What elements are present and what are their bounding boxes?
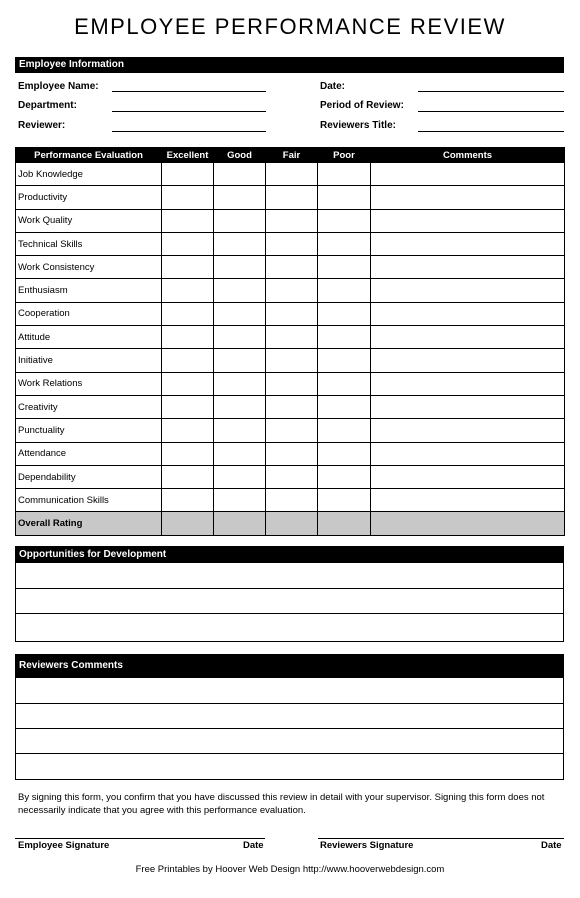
writing-line[interactable] bbox=[16, 728, 563, 753]
fair-cell[interactable] bbox=[266, 442, 318, 465]
department-field[interactable] bbox=[112, 111, 266, 112]
poor-cell[interactable] bbox=[318, 372, 371, 395]
writing-line[interactable] bbox=[16, 753, 563, 778]
fair-cell[interactable] bbox=[266, 256, 318, 279]
criterion-label: Productivity bbox=[16, 186, 162, 209]
employee-info-header: Employee Information bbox=[15, 57, 564, 73]
good-cell[interactable] bbox=[214, 372, 266, 395]
excellent-cell[interactable] bbox=[162, 512, 214, 535]
excellent-cell[interactable] bbox=[162, 279, 214, 302]
column-header: Comments bbox=[371, 148, 565, 163]
comments-cell[interactable] bbox=[371, 232, 565, 255]
employee-signature-label: Employee Signature bbox=[18, 840, 110, 851]
comments-cell[interactable] bbox=[371, 302, 565, 325]
page-title: EMPLOYEE PERFORMANCE REVIEW bbox=[74, 14, 506, 39]
criterion-label: Work Relations bbox=[16, 372, 162, 395]
table-row bbox=[16, 349, 565, 372]
reviewers-comments-header: Reviewers Comments bbox=[15, 654, 564, 678]
writing-line[interactable] bbox=[16, 588, 563, 613]
poor-cell[interactable] bbox=[318, 279, 371, 302]
poor-cell[interactable] bbox=[318, 419, 371, 442]
comments-cell[interactable] bbox=[371, 163, 565, 186]
excellent-cell[interactable] bbox=[162, 395, 214, 418]
table-row bbox=[16, 465, 565, 488]
table-row bbox=[16, 326, 565, 349]
poor-cell[interactable] bbox=[318, 442, 371, 465]
evaluation-table bbox=[15, 147, 565, 536]
fair-cell[interactable] bbox=[266, 186, 318, 209]
employee-name-field[interactable] bbox=[112, 91, 266, 92]
poor-cell[interactable] bbox=[318, 349, 371, 372]
fair-cell[interactable] bbox=[266, 326, 318, 349]
good-cell[interactable] bbox=[214, 186, 266, 209]
period-field[interactable] bbox=[418, 111, 564, 112]
criterion-label: Communication Skills bbox=[16, 489, 162, 512]
fair-cell[interactable] bbox=[266, 395, 318, 418]
signature-disclaimer: By signing this form, you confirm that you have discussed this review in detail with your supervisor. Signing this form does not necessarily indicate that you agree with this performance evaluation. bbox=[18, 792, 545, 816]
fair-cell[interactable] bbox=[266, 279, 318, 302]
fair-cell[interactable] bbox=[266, 232, 318, 255]
excellent-cell[interactable] bbox=[162, 163, 214, 186]
fair-cell[interactable] bbox=[266, 209, 318, 232]
comments-cell[interactable] bbox=[371, 512, 565, 535]
poor-cell[interactable] bbox=[318, 186, 371, 209]
good-cell[interactable] bbox=[214, 209, 266, 232]
table-row bbox=[16, 186, 565, 209]
table-row bbox=[16, 279, 565, 302]
excellent-cell[interactable] bbox=[162, 489, 214, 512]
criterion-label: Initiative bbox=[16, 349, 162, 372]
column-header: Performance Evaluation bbox=[16, 148, 162, 163]
writing-line[interactable] bbox=[16, 678, 563, 703]
employee-name-label: Employee Name: bbox=[18, 81, 99, 92]
criterion-label: Technical Skills bbox=[16, 232, 162, 255]
criterion-label: Cooperation bbox=[16, 302, 162, 325]
comments-cell[interactable] bbox=[371, 372, 565, 395]
excellent-cell[interactable] bbox=[162, 302, 214, 325]
criterion-label: Work Quality bbox=[16, 209, 162, 232]
table-row bbox=[16, 209, 565, 232]
employee-date-label: Date bbox=[243, 840, 264, 851]
reviewer-signature-label: Reviewers Signature bbox=[320, 840, 414, 851]
criterion-label: Job Knowledge bbox=[16, 163, 162, 186]
footer-credit: Free Printables by Hoover Web Design http://www.hooverwebdesign.com bbox=[135, 864, 445, 875]
good-cell[interactable] bbox=[214, 163, 266, 186]
poor-cell[interactable] bbox=[318, 326, 371, 349]
fair-cell[interactable] bbox=[266, 419, 318, 442]
column-header: Good bbox=[214, 148, 266, 163]
date-field[interactable] bbox=[418, 91, 564, 92]
excellent-cell[interactable] bbox=[162, 186, 214, 209]
reviewer-date-label: Date bbox=[541, 840, 562, 851]
table-row bbox=[16, 395, 565, 418]
excellent-cell[interactable] bbox=[162, 442, 214, 465]
criterion-label: Punctuality bbox=[16, 419, 162, 442]
comments-cell[interactable] bbox=[371, 465, 565, 488]
reviewer-signature-line[interactable] bbox=[318, 838, 564, 839]
poor-cell[interactable] bbox=[318, 163, 371, 186]
poor-cell[interactable] bbox=[318, 465, 371, 488]
criterion-label: Attitude bbox=[16, 326, 162, 349]
good-cell[interactable] bbox=[214, 326, 266, 349]
table-row bbox=[16, 232, 565, 255]
reviewers-comments-box[interactable] bbox=[15, 678, 564, 780]
excellent-cell[interactable] bbox=[162, 372, 214, 395]
writing-line[interactable] bbox=[16, 563, 563, 588]
fair-cell[interactable] bbox=[266, 489, 318, 512]
fair-cell[interactable] bbox=[266, 512, 318, 535]
table-row bbox=[16, 489, 565, 512]
good-cell[interactable] bbox=[214, 442, 266, 465]
comments-cell[interactable] bbox=[371, 395, 565, 418]
good-cell[interactable] bbox=[214, 512, 266, 535]
good-cell[interactable] bbox=[214, 232, 266, 255]
fair-cell[interactable] bbox=[266, 302, 318, 325]
table-row bbox=[16, 302, 565, 325]
comments-cell[interactable] bbox=[371, 442, 565, 465]
writing-line[interactable] bbox=[16, 703, 563, 728]
good-cell[interactable] bbox=[214, 489, 266, 512]
reviewer-label: Reviewer: bbox=[18, 120, 66, 131]
period-label: Period of Review: bbox=[320, 100, 404, 111]
comments-cell[interactable] bbox=[371, 279, 565, 302]
overall-rating-row bbox=[16, 512, 565, 535]
poor-cell[interactable] bbox=[318, 395, 371, 418]
criterion-label: Attendance bbox=[16, 442, 162, 465]
reviewer-field[interactable] bbox=[112, 131, 266, 132]
comments-cell[interactable] bbox=[371, 186, 565, 209]
development-box[interactable] bbox=[15, 563, 564, 642]
comments-cell[interactable] bbox=[371, 349, 565, 372]
poor-cell[interactable] bbox=[318, 209, 371, 232]
table-row bbox=[16, 442, 565, 465]
criterion-label: Dependability bbox=[16, 465, 162, 488]
excellent-cell[interactable] bbox=[162, 256, 214, 279]
good-cell[interactable] bbox=[214, 419, 266, 442]
criterion-label: Creativity bbox=[16, 395, 162, 418]
table-row bbox=[16, 163, 565, 186]
poor-cell[interactable] bbox=[318, 302, 371, 325]
poor-cell[interactable] bbox=[318, 232, 371, 255]
excellent-cell[interactable] bbox=[162, 419, 214, 442]
good-cell[interactable] bbox=[214, 279, 266, 302]
comments-cell[interactable] bbox=[371, 489, 565, 512]
poor-cell[interactable] bbox=[318, 512, 371, 535]
excellent-cell[interactable] bbox=[162, 349, 214, 372]
comments-cell[interactable] bbox=[371, 419, 565, 442]
criterion-label: Enthusiasm bbox=[16, 279, 162, 302]
fair-cell[interactable] bbox=[266, 163, 318, 186]
department-label: Department: bbox=[18, 100, 77, 111]
good-cell[interactable] bbox=[214, 302, 266, 325]
excellent-cell[interactable] bbox=[162, 326, 214, 349]
table-row bbox=[16, 419, 565, 442]
reviewer-title-field[interactable] bbox=[418, 131, 564, 132]
good-cell[interactable] bbox=[214, 349, 266, 372]
table-row bbox=[16, 256, 565, 279]
column-header: Fair bbox=[266, 148, 318, 163]
comments-cell[interactable] bbox=[371, 326, 565, 349]
criterion-label: Work Consistency bbox=[16, 256, 162, 279]
employee-signature-line[interactable] bbox=[15, 838, 265, 839]
reviewer-title-label: Reviewers Title: bbox=[320, 120, 396, 131]
comments-cell[interactable] bbox=[371, 209, 565, 232]
excellent-cell[interactable] bbox=[162, 232, 214, 255]
good-cell[interactable] bbox=[214, 465, 266, 488]
good-cell[interactable] bbox=[214, 256, 266, 279]
column-header: Poor bbox=[318, 148, 371, 163]
date-label: Date: bbox=[320, 81, 346, 92]
fair-cell[interactable] bbox=[266, 465, 318, 488]
fair-cell[interactable] bbox=[266, 372, 318, 395]
criterion-label: Overall Rating bbox=[16, 512, 162, 535]
poor-cell[interactable] bbox=[318, 256, 371, 279]
fair-cell[interactable] bbox=[266, 349, 318, 372]
development-header: Opportunities for Development bbox=[15, 546, 564, 563]
writing-line[interactable] bbox=[16, 613, 563, 638]
column-header: Excellent bbox=[162, 148, 214, 163]
good-cell[interactable] bbox=[214, 395, 266, 418]
excellent-cell[interactable] bbox=[162, 209, 214, 232]
table-row bbox=[16, 372, 565, 395]
excellent-cell[interactable] bbox=[162, 465, 214, 488]
comments-cell[interactable] bbox=[371, 256, 565, 279]
poor-cell[interactable] bbox=[318, 489, 371, 512]
